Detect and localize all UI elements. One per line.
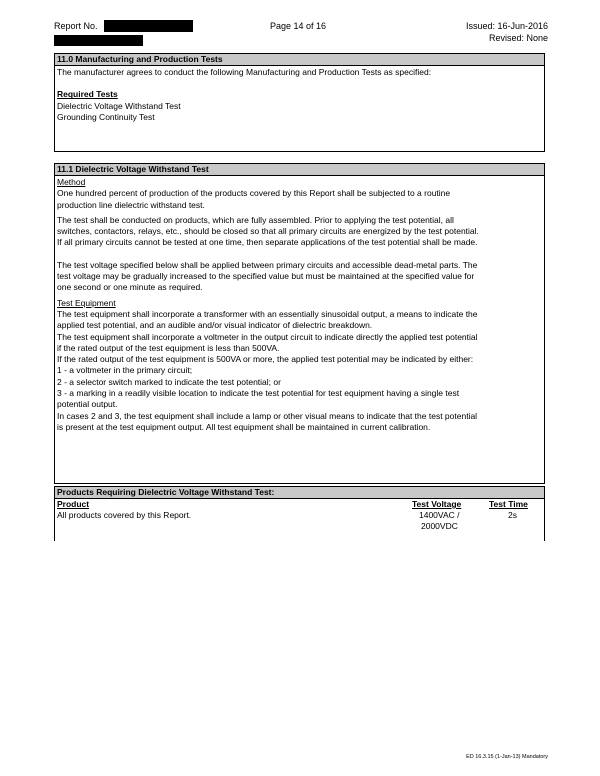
equipment-line: In cases 2 and 3, the test equipment shall include a lamp or other visual means to indicate that the test potential (57, 410, 478, 421)
test-time-cell: 2s (508, 510, 517, 520)
col-test-voltage-header: Test Voltage (412, 499, 462, 509)
col-product-header: Product (57, 499, 90, 509)
required-test-item: Grounding Continuity Test (57, 111, 155, 122)
redacted-report-number-line2 (54, 35, 143, 46)
equipment-line: The test equipment shall incorporate a transformer with an essentially sinusoidal output, a means to indicate the (57, 308, 478, 319)
section-11-1-title: 11.1 Dielectric Voltage Withstand Test (55, 164, 544, 176)
products-header-row (57, 499, 542, 510)
table-row (57, 510, 542, 534)
equipment-line: 2 - a selector switch marked to indicate the test potential; or (57, 376, 281, 387)
test-equipment-heading: Test Equipment (57, 297, 116, 308)
equipment-line: If the rated output of the test equipment is 500VA or more, the applied test potential may be indicated by either: (57, 354, 474, 365)
method-line: One hundred percent of production of the products covered by this Report shall be subjected to a routine (57, 188, 451, 199)
test-voltage-cell-line1: 1400VAC / (419, 510, 460, 520)
equipment-line: potential output. (57, 399, 118, 410)
required-tests-heading: Required Tests (57, 89, 118, 100)
equipment-line: 3 - a marking in a readily visible location to indicate the test potential for test equipment having a single test (57, 388, 460, 399)
section-11-1-body (55, 176, 544, 434)
section-11-0-box (54, 53, 545, 152)
col-test-time-header: Test Time (489, 499, 528, 509)
voltage-line: The test voltage specified below shall be applied between primary circuits and accessible dead-metal parts. The (57, 259, 478, 270)
page-indicator: Page 14 of 16 (270, 21, 327, 31)
voltage-line: test voltage may be gradually increased to the specified value but must be maintained at the specified value for (57, 271, 475, 282)
equipment-line: The test equipment shall incorporate a voltmeter in the output circuit to indicate directly the applied test potential (57, 331, 478, 342)
assembled-line: The test shall be conducted on products, which are fully assembled. Prior to applying the test potential, all (57, 214, 454, 225)
issued-date: Issued: 16-Jun-2016 (465, 21, 548, 31)
equipment-line: 1 - a voltmeter in the primary circuit; (57, 365, 193, 376)
assembled-line: If all primary circuits cannot be tested at one time, then separate applications of the test potential shall be made. (57, 237, 478, 248)
revised-date: Revised: None (488, 33, 548, 43)
equipment-line: is present at the test equipment output. All test equipment shall be maintained in current calibration. (57, 421, 431, 432)
section-11-0-body (55, 66, 544, 124)
assembled-line: switches, contactors, relays, etc., should be closed so that all primary circuits are energized by the test potential. (57, 226, 479, 237)
products-table (54, 486, 545, 541)
footer-form-code: ED 16.3.15 (1-Jan-13) Mandatory (466, 754, 548, 760)
equipment-line: applied test potential, and an audible and/or visual indicator of dielectric breakdown. (57, 320, 373, 331)
redacted-report-number (104, 20, 193, 32)
section-11-0-intro: The manufacturer agrees to conduct the following Manufacturing and Production Tests as specified: (57, 67, 432, 77)
voltage-line: one second or one minute as required. (57, 282, 203, 293)
section-11-0-title: 11.0 Manufacturing and Production Tests (55, 54, 544, 66)
section-11-1-box (54, 163, 545, 484)
products-title: Products Requiring Dielectric Voltage Withstand Test: (55, 487, 544, 499)
method-heading: Method (57, 177, 86, 187)
product-cell: All products covered by this Report. (57, 510, 192, 520)
report-number-label: Report No. (54, 21, 98, 31)
method-line: production line dielectric withstand test. (57, 199, 205, 210)
equipment-line: if the rated output of the test equipment is less than 500VA. (57, 342, 280, 353)
test-voltage-cell-line2: 2000VDC (421, 521, 458, 531)
required-test-item: Dielectric Voltage Withstand Test (57, 100, 181, 111)
